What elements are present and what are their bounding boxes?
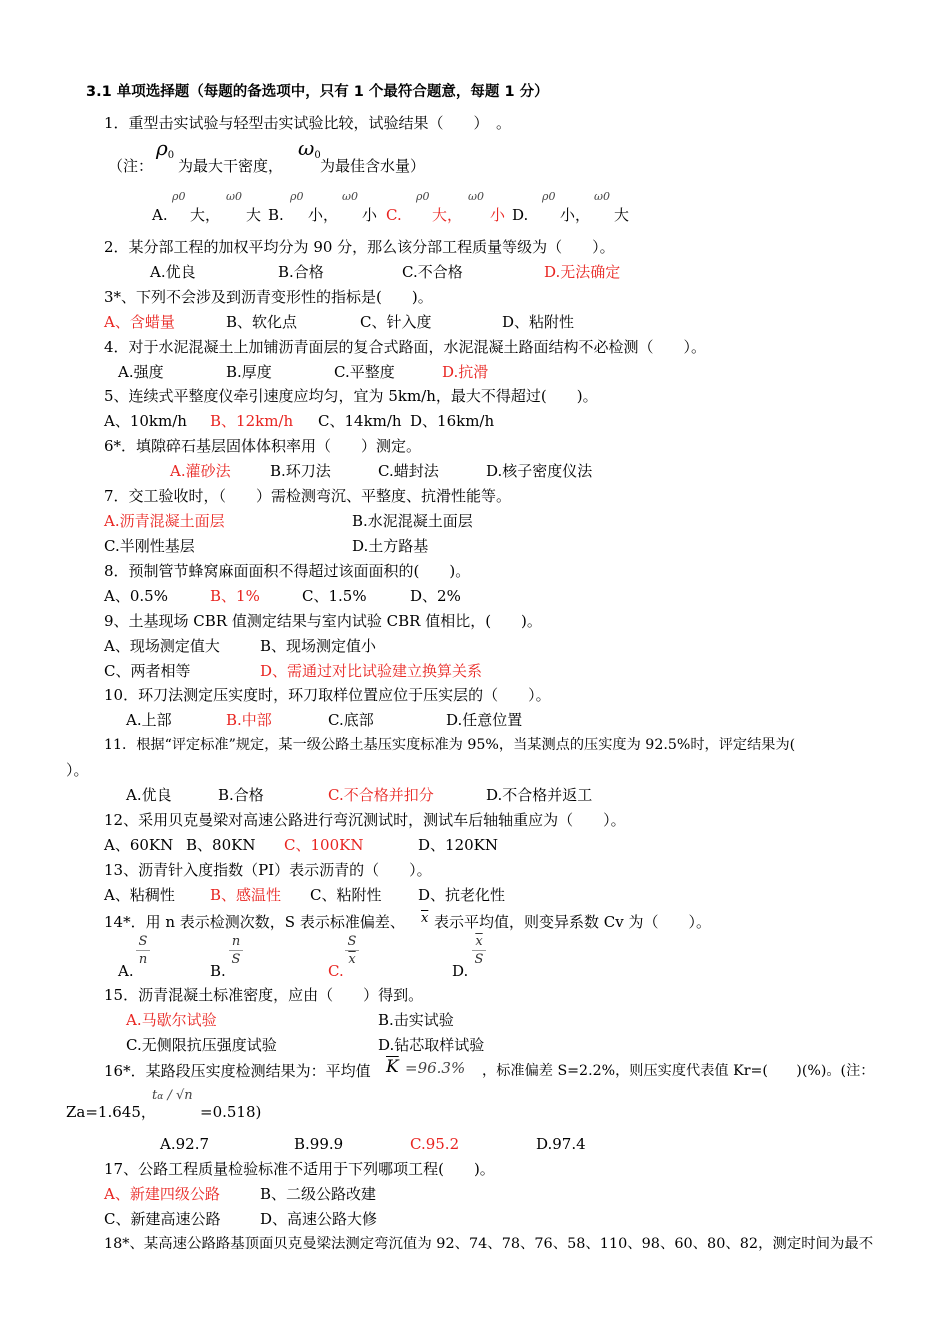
q2-stem: 2．某分部工程的加权平均分为 90 分，那么该分部工程质量等级为（ ）。 bbox=[104, 238, 615, 256]
q16-option-c: C.95.2 bbox=[410, 1135, 460, 1153]
q1-stem: 1．重型击实试验与轻型击实试验比较，试验结果（ ） 。 bbox=[104, 114, 512, 132]
omega-small-b: ω0 bbox=[342, 190, 358, 203]
q17-option-c: C、新建高速公路 bbox=[104, 1210, 221, 1228]
q2-option-a: A.优良 bbox=[150, 263, 196, 281]
section-title: 3.1 单项选择题（每题的备选项中，只有 1 个最符合题意，每题 1 分） bbox=[86, 84, 549, 100]
rho-small-d: ρ0 bbox=[542, 190, 556, 203]
q1-c-word1: 大， bbox=[432, 206, 463, 224]
q15-option-b: B.击实试验 bbox=[378, 1011, 454, 1029]
q5-option-a: A、10km/h bbox=[104, 412, 187, 430]
rho-small-b: ρ0 bbox=[290, 190, 304, 203]
q1-b-word2: 小 bbox=[362, 206, 378, 224]
q8-option-d: D、2% bbox=[410, 587, 461, 605]
q15-option-d: D.钻芯取样试验 bbox=[378, 1036, 485, 1054]
q8-option-b: B、1% bbox=[210, 587, 260, 605]
q11-option-c: C.不合格并扣分 bbox=[328, 786, 434, 804]
q8-option-a: A、0.5% bbox=[104, 587, 168, 605]
omega-small-c: ω0 bbox=[468, 190, 484, 203]
q11-option-a: A.优良 bbox=[126, 786, 172, 804]
q5-option-b: B、12km/h bbox=[210, 412, 294, 430]
q6-option-b: B.环刀法 bbox=[270, 462, 331, 480]
q10-option-b: B.中部 bbox=[226, 711, 272, 729]
q8-option-c: C、1.5% bbox=[302, 587, 367, 605]
q16-za-value: Za=1.645， bbox=[66, 1103, 156, 1121]
q1-option-a-label: A. bbox=[152, 206, 168, 224]
q16-stem-continued: ，标准偏差 S=2.2%，则压实度代表值 Kr=( )(%)。(注： bbox=[482, 1063, 875, 1079]
q14-option-d: D. bbox=[452, 962, 469, 980]
q14-option-a: A. bbox=[118, 962, 134, 980]
q16-option-b: B.99.9 bbox=[294, 1135, 344, 1153]
q4-option-b: B.厚度 bbox=[226, 363, 272, 381]
q4-option-a: A.强度 bbox=[118, 363, 164, 381]
q10-stem: 10．环刀法测定压实度时，环刀取样位置应位于压实层的（ ）。 bbox=[104, 686, 551, 704]
q7-stem: 7．交工验收时，（ ）需检测弯沉、平整度、抗滑性能等。 bbox=[104, 487, 512, 505]
q10-option-a: A.上部 bbox=[126, 711, 172, 729]
q13-option-d: D、抗老化性 bbox=[418, 886, 506, 904]
q15-stem: 15．沥青混凝土标准密度，应由（ ）得到。 bbox=[104, 986, 424, 1004]
q11-stem: 11．根据“评定标准”规定，某一级公路土基压实度标准为 95%，当某测点的压实度为 92.5%时，评定结果为( bbox=[104, 737, 796, 753]
fraction-n-over-s: n S bbox=[229, 934, 243, 967]
q6-option-a: A.灌砂法 bbox=[170, 462, 231, 480]
q9-option-a: A、现场测定值大 bbox=[104, 637, 220, 655]
rho-small-c: ρ0 bbox=[416, 190, 430, 203]
q1-option-c-label: C. bbox=[386, 206, 402, 224]
q15-option-a: A.马歇尔试验 bbox=[126, 1011, 217, 1029]
q12-option-a: A、60KN bbox=[104, 836, 174, 854]
fraction-s-over-xbar: $\frac{S}{x}$ bbox=[345, 934, 359, 967]
q5-stem: 5、连续式平整度仪牵引速度应均匀，宜为 5km/h，最大不得超过( )。 bbox=[104, 387, 598, 405]
rho-symbol: $\rho_0$ bbox=[156, 136, 175, 161]
q1-a-word1: 大， bbox=[190, 206, 221, 224]
k-bar-value: =96.3% bbox=[405, 1059, 466, 1077]
q14-option-c: C. bbox=[328, 962, 344, 980]
q9-stem: 9、土基现场 CBR 值测定结果与室内试验 CBR 值相比，( )。 bbox=[104, 612, 542, 630]
q11-option-b: B.合格 bbox=[218, 786, 264, 804]
q2-option-d: D.无法确定 bbox=[544, 263, 621, 281]
q1-note-mid: 为最大干密度， bbox=[178, 157, 284, 175]
q3-stem: 3*、下列不会涉及到沥青变形性的指标是( )。 bbox=[104, 288, 433, 306]
q9-option-b: B、现场测定值小 bbox=[260, 637, 377, 655]
q10-option-d: D.任意位置 bbox=[446, 711, 523, 729]
q13-option-b: B、感温性 bbox=[210, 886, 282, 904]
q3-option-a: A、含蜡量 bbox=[104, 313, 175, 331]
q1-d-word2: 大 bbox=[614, 206, 630, 224]
q7-option-b: B.水泥混凝土面层 bbox=[352, 512, 473, 530]
rho-small-a: ρ0 bbox=[172, 190, 186, 203]
k-bar-symbol: $\overline{K}$ bbox=[386, 1057, 399, 1077]
q4-option-d: D.抗滑 bbox=[442, 363, 489, 381]
omega-symbol: $\omega_0$ bbox=[298, 136, 321, 161]
q4-stem: 4．对于水泥混凝土上加铺沥青面层的复合式路面，水泥混凝土路面结构不必检测（ ）。 bbox=[104, 338, 707, 356]
q1-option-b-label: B. bbox=[268, 206, 284, 224]
q13-option-c: C、粘附性 bbox=[310, 886, 382, 904]
omega-small-a: ω0 bbox=[226, 190, 242, 203]
q1-b-word1: 小， bbox=[308, 206, 339, 224]
q2-option-b: B.合格 bbox=[278, 263, 324, 281]
q10-option-c: C.底部 bbox=[328, 711, 374, 729]
fraction-s-over-n: S n bbox=[136, 934, 150, 967]
x-bar-symbol: $\overline{x}$ bbox=[421, 911, 429, 926]
q8-stem: 8．预制管节蜂窝麻面面积不得超过该面面积的( )。 bbox=[104, 562, 471, 580]
q7-option-a: A.沥青混凝土面层 bbox=[104, 512, 225, 530]
q17-option-a: A、新建四级公路 bbox=[104, 1185, 220, 1203]
q12-option-b: B、80KN bbox=[186, 836, 256, 854]
q1-c-word2: 小 bbox=[490, 206, 506, 224]
q16-stem: 16*．某路段压实度检测结果为：平均值 bbox=[104, 1062, 371, 1080]
q1-a-word2: 大 bbox=[246, 206, 262, 224]
q6-stem: 6*．填隙碎石基层固体体积率用（ ）测定。 bbox=[104, 437, 422, 455]
q2-option-c: C.不合格 bbox=[402, 263, 463, 281]
q18-stem: 18*、某高速公路路基顶面贝克曼梁法测定弯沉值为 92、74、78、76、58、110、98、60、80、82，测定时间为最不 bbox=[104, 1236, 874, 1252]
q6-option-c: C.蜡封法 bbox=[378, 462, 439, 480]
omega-small-d: ω0 bbox=[594, 190, 610, 203]
q14-stem: 14*．用 n 表示检测次数，S 表示标准偏差、 bbox=[104, 913, 405, 931]
q14-option-b: B. bbox=[210, 962, 226, 980]
q16-option-a: A.92.7 bbox=[160, 1135, 209, 1153]
q13-option-a: A、粘稠性 bbox=[104, 886, 175, 904]
q17-stem: 17、公路工程质量检验标准不适用于下列哪项工程( )。 bbox=[104, 1160, 495, 1178]
q12-stem: 12、采用贝克曼梁对高速公路进行弯沉测试时，测试车后轴轴重应为（ ）。 bbox=[104, 811, 626, 829]
q9-option-c: C、两者相等 bbox=[104, 662, 191, 680]
q12-option-d: D、120KN bbox=[418, 836, 498, 854]
t-alpha-over-root-n: tα / √n bbox=[152, 1088, 193, 1103]
q1-note-open: （注： bbox=[108, 157, 154, 175]
q1-d-word1: 小， bbox=[560, 206, 591, 224]
fraction-xbar-over-s: $\overline{x}$ S bbox=[472, 934, 486, 967]
q7-option-c: C.半刚性基层 bbox=[104, 537, 195, 555]
q1-option-d-label: D. bbox=[512, 206, 529, 224]
q17-option-d: D、高速公路大修 bbox=[260, 1210, 378, 1228]
q17-option-b: B、二级公路改建 bbox=[260, 1185, 377, 1203]
q3-option-c: C、针入度 bbox=[360, 313, 432, 331]
q5-option-d: D、16km/h bbox=[410, 412, 495, 430]
q16-fraction-value: =0.518) bbox=[200, 1103, 262, 1121]
q13-stem: 13、沥青针入度指数（PI）表示沥青的（ ）。 bbox=[104, 861, 432, 879]
q7-option-d: D.土方路基 bbox=[352, 537, 429, 555]
q11-stem-continued: ）。 bbox=[66, 761, 89, 779]
q11-option-d: D.不合格并返工 bbox=[486, 786, 593, 804]
q12-option-c: C、100KN bbox=[284, 836, 364, 854]
q1-note-end: 为最佳含水量） bbox=[320, 157, 426, 175]
q4-option-c: C.平整度 bbox=[334, 363, 395, 381]
q5-option-c: C、14km/h bbox=[318, 412, 402, 430]
q3-option-b: B、软化点 bbox=[226, 313, 298, 331]
q15-option-c: C.无侧限抗压强度试验 bbox=[126, 1036, 277, 1054]
q14-stem-continued: 表示平均值，则变异系数 Cv 为（ ）。 bbox=[434, 913, 711, 931]
q9-option-d: D、需通过对比试验建立换算关系 bbox=[260, 662, 483, 680]
q16-option-d: D.97.4 bbox=[536, 1135, 586, 1153]
q3-option-d: D、粘附性 bbox=[502, 313, 575, 331]
q6-option-d: D.核子密度仪法 bbox=[486, 462, 593, 480]
